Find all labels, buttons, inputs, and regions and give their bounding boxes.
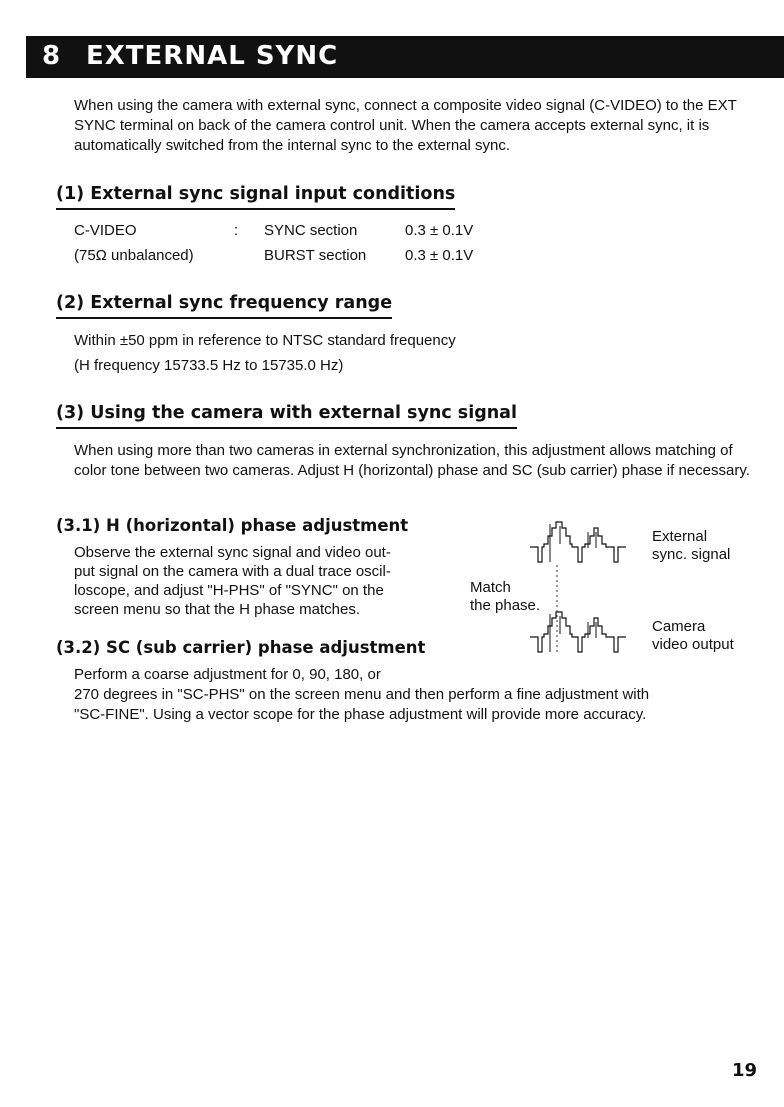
section-title: EXTERNAL SYNC [86, 41, 339, 71]
row1-col2: SYNC section [264, 222, 358, 239]
intro-paragraph: When using the camera with external sync, connect a composite video signal (C-VIDEO) to the EXT SYNC terminal on back of the camera control unit. When the camera accepts external sync, it is automatically switched from the internal sync to the external sync. [74, 97, 737, 154]
camera-video-waveform [530, 612, 630, 660]
h-phase-line-1: Observe the external sync signal and video out- [74, 544, 391, 561]
label-external-line-2: sync. signal [652, 546, 731, 563]
label-match-line-2: the phase. [470, 597, 541, 614]
heading-frequency-range: (2) External sync frequency range [56, 293, 392, 319]
heading-using-external-sync: (3) Using the camera with external sync signal [56, 403, 517, 429]
heading-input-conditions: (1) External sync signal input conditions [56, 184, 455, 210]
frequency-line-1: Within ±50 ppm in reference to NTSC standard frequency [74, 332, 456, 349]
h-phase-line-3: loscope, and adjust "H-PHS" of "SYNC" on the [74, 582, 384, 599]
row2-col3: 0.3 ± 0.1V [405, 247, 474, 264]
external-sync-waveform [530, 522, 630, 570]
sc-phase-line-1: Perform a coarse adjustment for 0, 90, 180, or [74, 666, 381, 683]
row2-col1: (75Ω unbalanced) [74, 247, 194, 264]
frequency-line-2: (H frequency 15733.5 Hz to 15735.0 Hz) [74, 357, 344, 374]
row1-separator: : [234, 222, 239, 239]
label-external-line-1: External [652, 528, 708, 545]
label-camera-line-2: video output [652, 636, 734, 653]
phase-alignment-dotted-line [555, 565, 559, 655]
sc-phase-line-2: 270 degrees in "SC-PHS" on the screen menu and then perform a fine adjustment with [74, 686, 650, 703]
section-banner [26, 36, 784, 78]
sc-phase-line-3: "SC-FINE". Using a vector scope for the phase adjustment will provide more accuracy. [74, 706, 647, 723]
label-camera-line-1: Camera [652, 618, 706, 635]
heading-h-phase: (3.1) H (horizontal) phase adjustment [56, 516, 409, 535]
row1-col3: 0.3 ± 0.1V [405, 222, 474, 239]
page-number: 19 [732, 1060, 758, 1081]
row1-col1: C-VIDEO [74, 222, 137, 239]
section-number: 8 [42, 41, 61, 71]
h-phase-line-4: screen menu so that the H phase matches. [74, 601, 360, 618]
heading-sc-phase: (3.2) SC (sub carrier) phase adjustment [56, 638, 426, 657]
label-match-line-1: Match [470, 579, 511, 596]
section3-paragraph: When using more than two cameras in external synchronization, this adjustment allows matching of color tone between two cameras. Adjust H (horizontal) phase and SC (sub carrier) phase if necessary. [74, 442, 750, 479]
h-phase-line-2: put signal on the camera with a dual trace oscil- [74, 563, 391, 580]
row2-col2: BURST section [264, 247, 367, 264]
